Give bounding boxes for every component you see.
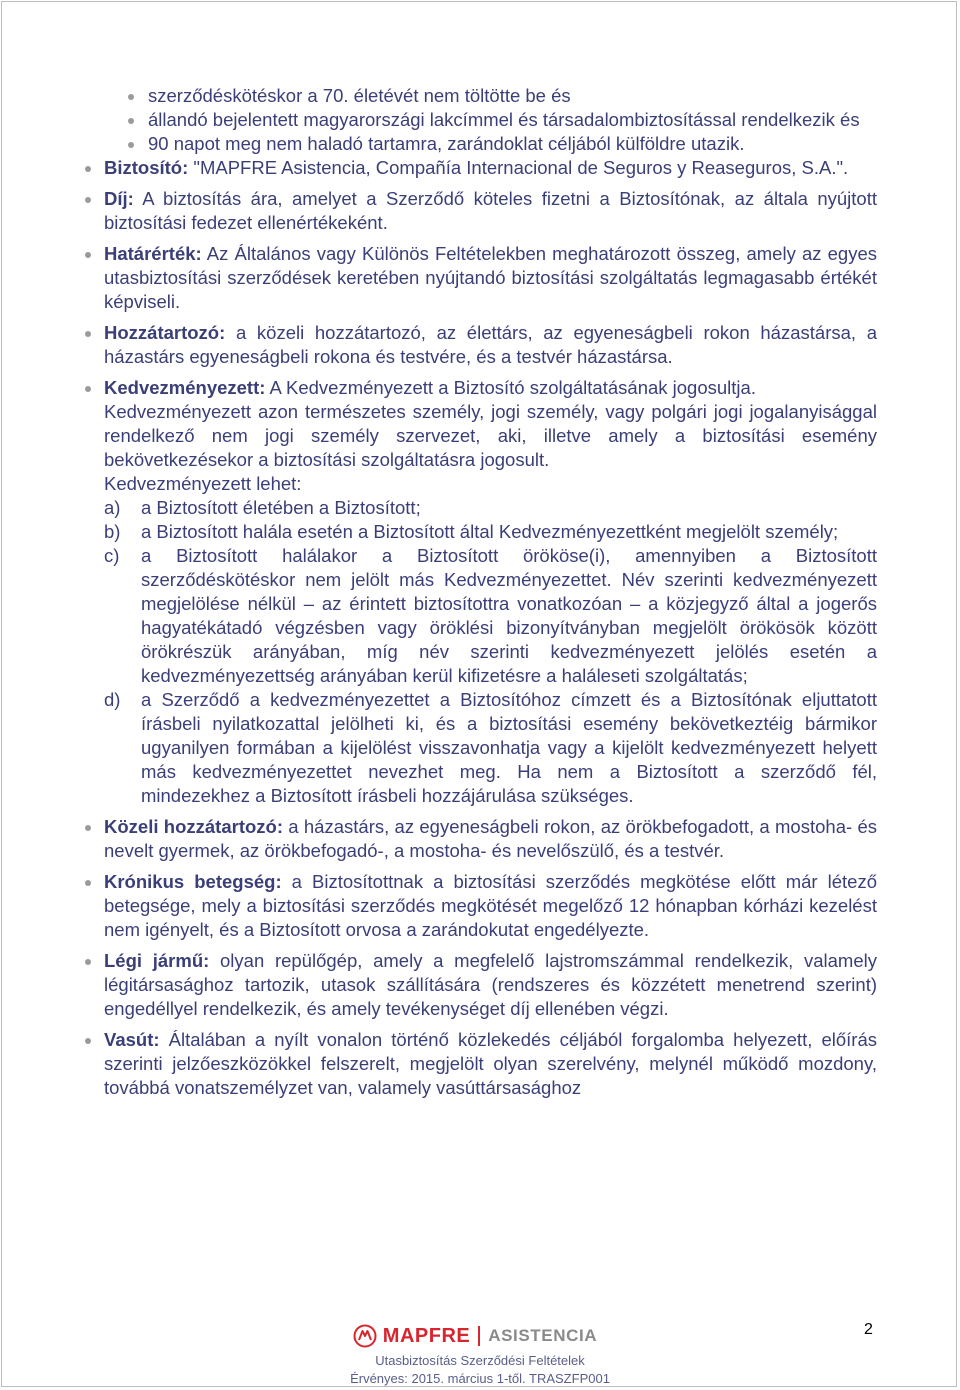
footer-validity: Érvényes: 2015. március 1-től. TRASZFP001 bbox=[350, 1371, 610, 1386]
definition-biztosito: Biztosító: "MAPFRE Asistencia, Compañía Internacional de Seguros y Reaseguros, S.A.". bbox=[84, 156, 877, 180]
mapfre-logo bbox=[0, 1320, 960, 1352]
brand-divider bbox=[478, 1326, 480, 1346]
bullet-icon bbox=[85, 959, 91, 965]
beneficiary-item-c: c) a Biztosított halálakor a Biztosított örököse(i), amennyiben a Biztosított szerződéskötéskor nem jelölt más Kedvezményezettet. Név szerinti kedvezményezett megjelölése nélkül – az érintett biztosítottra vonatkozóan – a közjegyző által a jogerős hagyatékátadó végzésben vagy öröklési bizonyítványban megjelölt örökösök között örökrészük arányában, míg név szerinti kedvezményezett jelölés esetén a kedvezményezettség arányában kerül kifizetésre a haláleseti szolgáltatás; bbox=[104, 545, 877, 686]
definition-dij: Díj: A biztosítás ára, amelyet a Szerződő köteles fizetni a Biztosítónak, az általa nyújtott biztosítási fedezet ellenértékeként. bbox=[84, 187, 877, 235]
definition-hatarertek: Határérték: Az Általános vagy Különös Feltételekben meghatározott összeg, amely az egyes utasbiztosítási szerződések keretében nyújtandó biztosítási szolgáltatás legmagasabb értékét képviseli. bbox=[84, 242, 877, 314]
bullet-icon bbox=[85, 197, 91, 203]
bullet-icon bbox=[128, 94, 134, 100]
definition-kedvezmenyezett: Kedvezményezett: A Kedvezményezett a Biztosító szolgáltatásának jogosultja. bbox=[84, 376, 877, 400]
definition-kronikus-betegseg: Krónikus betegség: a Biztosítottnak a biztosítási szerződés megkötése előtt már létező betegsége, mely a biztosítási szerződés megkötését megelőző 12 hónapban kórházi kezelést nem igényelt, és a Biztosított orvosa a zarándokutat engedélyezte. bbox=[84, 870, 877, 942]
definition-kozeli-hozzatartozo: Közeli hozzátartozó: a házastárs, az egyeneságbeli rokon, az örökbefogadott, a mostoha- és nevelt gyermek, az örökbefogadó-, a mostoha- és nevelőszülő, és a testvér. bbox=[84, 815, 877, 863]
bullet-icon bbox=[128, 142, 134, 148]
mapfre-emblem-icon bbox=[353, 1324, 377, 1348]
document-body bbox=[84, 84, 877, 1107]
bullet-icon bbox=[85, 1038, 91, 1044]
page-footer bbox=[0, 1320, 960, 1388]
beneficiary-item-d: d) a Szerződő a kedvezményezettet a Biztosítóhoz címzett és a Biztosítónak eljuttatott írásbeli nyilatkozattal jelölheti ki, és a biztosítási esemény bekövetkeztéig bármikor ugyanilyen formában a kijelölést visszavonhatja vagy a kijelölt kedvezményezett helyett más kedvezményezettet nevezhet meg. Ha nem a Biztosított a szerződő fél, mindezekhez a Biztosított írásbeli hozzájárulása szükséges. bbox=[104, 689, 877, 806]
bullet-icon bbox=[85, 880, 91, 886]
bullet-icon bbox=[85, 252, 91, 258]
list-item: 90 napot meg nem haladó tartamra, zarándoklat céljából külföldre utazik. bbox=[128, 132, 877, 156]
definition-vasut: Vasút: Általában a nyílt vonalon történő közlekedés céljából forgalomba helyezett, előírás szerinti jelzőeszközökkel felszerelt, megjelölt olyan szerelvény, melynél működő mozdony, továbbá vonatszemélyzet van, valamely vasúttársasághoz bbox=[84, 1028, 877, 1100]
beneficiary-paragraph: Kedvezményezett azon természetes személy, jogi személy, vagy polgári jogi jogalanyisággal rendelkező nem jogi személy szervezet, aki, illetve amely a biztosítási esemény bekövetkezésekor a biztosítási szolgáltatásra jogosult. bbox=[104, 401, 877, 470]
definition-hozzatartozo: Hozzátartozó: a közeli hozzátartozó, az élettárs, az egyeneságbeli rokon házastársa, a házastárs egyeneságbeli rokona és testvére, és a testvér házastársa. bbox=[84, 321, 877, 369]
bullet-icon bbox=[128, 118, 134, 124]
list-item: állandó bejelentett magyarországi lakcímmel és társadalombiztosítással rendelkezik és bbox=[128, 108, 877, 132]
definition-legi-jarmu: Légi jármű: olyan repülőgép, amely a megfelelő lajstromszámmal rendelkezik, valamely légitársasághoz tartozik, utasok szállítására (rendszeres és közzétett menetrend szerint) engedéllyel rendelkezik, és amely tevékenységet díj ellenében végzi. bbox=[84, 949, 877, 1021]
bullet-icon bbox=[85, 386, 91, 392]
bullet-icon bbox=[85, 825, 91, 831]
bullet-icon bbox=[85, 331, 91, 337]
brand-name: MAPFRE bbox=[382, 1324, 471, 1347]
eligibility-conditions bbox=[84, 84, 877, 156]
beneficiary-item-a: a) a Biztosított életében a Biztosított; bbox=[104, 497, 421, 518]
footer-document-title: Utasbiztosítás Szerződési Feltételek bbox=[375, 1353, 585, 1368]
list-item: szerződéskötéskor a 70. életévét nem töltötte be és bbox=[128, 84, 877, 108]
page-number: 2 bbox=[864, 1321, 873, 1338]
beneficiary-item-b: b) a Biztosított halála esetén a Biztosított által Kedvezményezettként megjelölt személy; bbox=[104, 521, 839, 542]
bullet-icon bbox=[85, 166, 91, 172]
brand-subtitle: ASISTENCIA bbox=[488, 1326, 598, 1345]
beneficiary-intro: Kedvezményezett lehet: bbox=[104, 473, 302, 494]
